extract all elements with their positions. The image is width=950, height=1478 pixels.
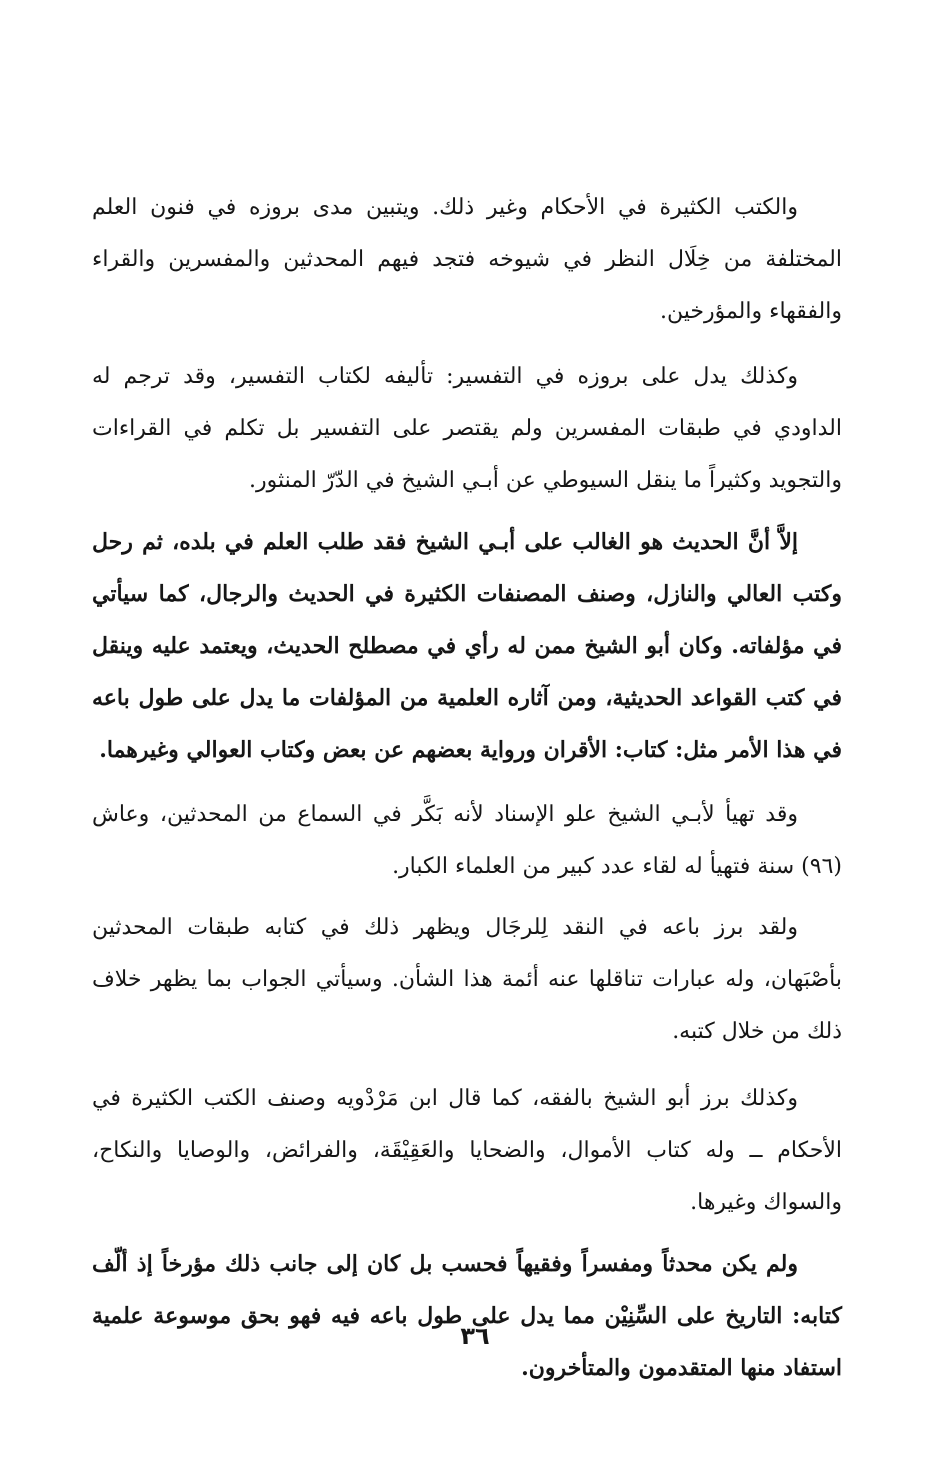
paragraph-isnad: وقد تهيأ لأبـي الشيخ علو الإسناد لأنه بَكَّر في السماع من المحدثين، وعاش (٩٦) سنة فتهيأ له لقاء عدد كبير من العلماء الكبار. [92, 802, 842, 879]
paragraph-criticism: ولقد برز باعه في النقد لِلرجَال ويظهر ذلك في كتابه طبقات المحدثين بأصْبَهان، وله عبارات تناقلها عنه أئمة هذا الشأن. وسيأتي الجواب بما يظهر خلاف ذلك من خلال كتبه. [92, 915, 842, 1044]
paragraph-history: ولم يكن محدثاً ومفسراً وفقيهاً فحسب بل كان إلى جانب ذلك مؤرخاً إذ ألّف كتابه: التاريخ على السِّنِيْن مما يدل على طول باعه فيه فهو بحق موسوعة علمية استفاد منها المتقدمون والمتأخرون. [92, 1251, 842, 1381]
main-text [92, 182, 842, 1394]
paragraph-tafsir: وكذلك يدل على بروزه في التفسير: تأليفه لكتاب التفسير، وقد ترجم له الداودي في طبقات المفسرين ولم يقتصر على التفسير بل تكلم في القراءات والتجويد وكثيراً ما ينقل السيوطي عن أبـي الشيخ في الدّرّ المنثور. [92, 364, 842, 493]
paragraph-hadith: إلاَّ أنَّ الحديث هو الغالب على أبـي الشيخ فقد طلب العلم في بلده، ثم رحل وكتب العالي والنازل، وصنف المصنفات الكثيرة في الحديث والرجال، كما سيأتي في مؤلفاته. وكان أبو الشيخ ممن له رأي في مصطلح الحديث، ويعتمد عليه وينقل في كتب القواعد الحديثية، ومن آثاره العلمية من المؤلفات ما يدل على طول باعه في هذا الأمر مثل: كتاب: الأقران ورواية بعضهم عن بعض وكتاب العوالي وغيرهما. [92, 529, 842, 763]
page-number: ٣٦ [460, 1322, 490, 1350]
paragraph-fiqh: وكذلك برز أبو الشيخ بالفقه، كما قال ابن مَرْدْويه وصنف الكتب الكثيرة في الأحكام ــ وله كتاب الأموال، والضحايا والعَقِيْقَة، والفرائض، والوصايا والنكاح، والسواك وغيرها. [92, 1086, 842, 1215]
paragraph-teachers: والكتب الكثيرة في الأحكام وغير ذلك. ويتبين مدى بروزه في فنون العلم المختلفة من خِلَال النظر في شيوخه فتجد فيهم المحدثين والمفسرين والقراء والفقهاء والمؤرخين. [92, 195, 842, 324]
